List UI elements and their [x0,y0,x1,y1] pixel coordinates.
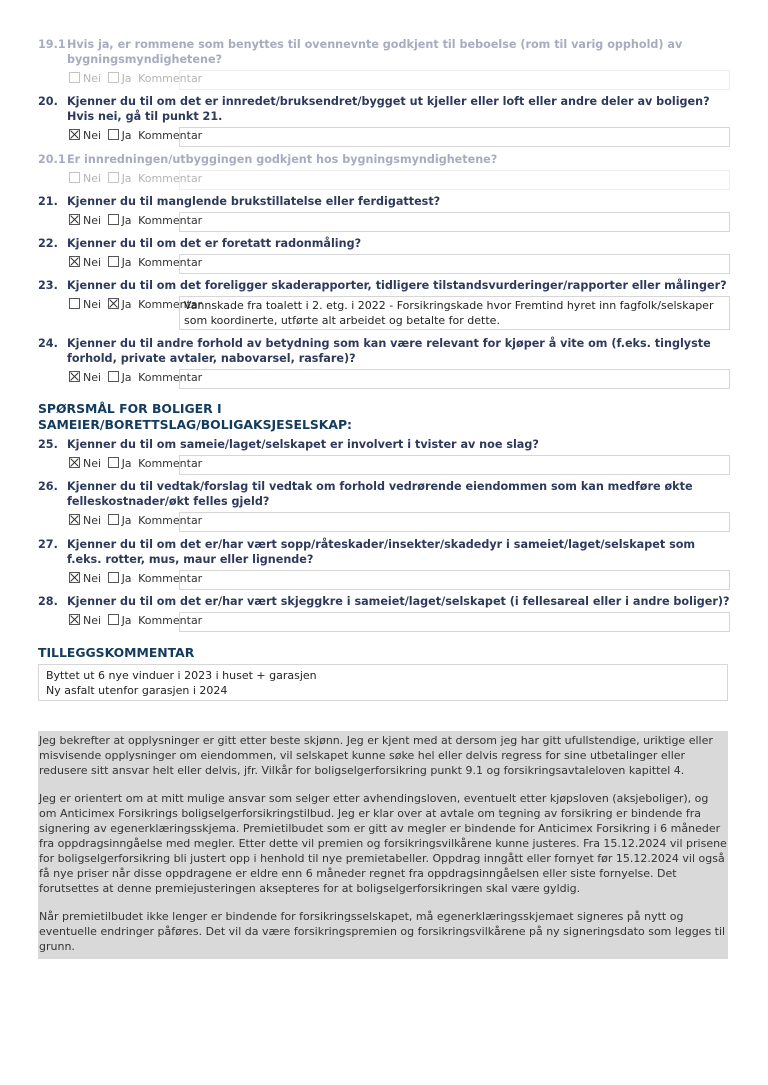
nei-label: Nei [83,572,102,585]
ja-checkbox[interactable] [108,72,119,83]
nei-checkbox[interactable] [69,572,80,583]
disclaimer-box [38,731,728,959]
nei-label: Nei [83,371,102,384]
nei-label: Nei [83,614,102,627]
kommentar-label: Kommentar [138,214,203,227]
comment-field[interactable] [179,512,730,532]
tilleggskommentar-line: Ny asfalt utenfor garasjen i 2024 [46,684,228,697]
nei-checkbox[interactable] [69,298,80,309]
nei-checkbox[interactable] [69,129,80,140]
ja-label: Ja [121,72,132,85]
nei-label: Nei [83,172,102,185]
question [38,37,730,90]
question-text: Kjenner du til vedtak/forslag til vedtak om forhold vedrørende eiendommen som kan medføre økte felleskostnader/økt felles gjeld? [67,480,693,508]
question-number: 19.1 [38,38,66,51]
question-number: 26. [38,480,58,493]
ja-checkbox[interactable] [108,298,119,309]
ja-checkbox[interactable] [108,172,119,183]
nei-label: Nei [83,514,102,527]
question-text: Hvis ja, er rommene som benyttes til ovennevnte godkjent til beboelse (rom til varig opphold) av bygningsmyndighetene? [67,38,683,66]
ja-checkbox[interactable] [108,214,119,225]
question [38,94,730,147]
question [38,194,730,232]
kommentar-label: Kommentar [138,298,203,311]
question-number: 20. [38,95,58,108]
nei-checkbox[interactable] [69,256,80,267]
tilleggskommentar-field[interactable] [38,664,728,701]
ja-label: Ja [121,514,132,527]
question-number: 28. [38,595,58,608]
nei-label: Nei [83,129,102,142]
question-number: 20.1 [38,153,66,166]
ja-label: Ja [121,614,132,627]
comment-field[interactable] [179,369,730,389]
ja-label: Ja [121,298,132,311]
comment-field[interactable] [179,212,730,232]
question-text: Kjenner du til om det er/har vært sopp/råteskader/insekter/skadedyr i sameiet/laget/selskapet som f.eks. rotter, mus, maur eller lignende? [67,538,696,566]
question-number: 25. [38,438,58,451]
question-text: Kjenner du til andre forhold av betydning som kan være relevant for kjøper å vite om (f.eks. tinglyste forhold, private avtaler, nabovarsel, rasfare)? [67,337,711,365]
comment-field[interactable] [179,612,730,632]
kommentar-label: Kommentar [138,614,203,627]
kommentar-label: Kommentar [138,371,203,384]
question-text: Er innredningen/utbyggingen godkjent hos bygningsmyndighetene? [67,153,498,166]
nei-checkbox[interactable] [69,214,80,225]
question-text: Kjenner du til om det er/har vært skjeggkre i sameiet/laget/selskapet (i fellesareal eller i andre boliger)? [67,595,730,608]
section-heading-boligselskap: SPØRSMÅL FOR BOLIGER I SAMEIER/BORETTSLAG/BOLIGAKSJESELSKAP: [38,401,353,432]
comment-field[interactable] [179,70,730,90]
disclaimer-paragraph: Når premietilbudet ikke lenger er bindende for forsikringsselskapet, må egenerklæringsskjemaet signeres på nytt og eventuelle endringer påføres. Det vil da være forsikringspremien og forsikringsvilkårene på ny signeringsdato som legges til grunn. [39,910,726,953]
kommentar-label: Kommentar [138,129,203,142]
question-number: 22. [38,237,58,250]
comment-field[interactable] [179,254,730,274]
comment-field[interactable] [179,570,730,590]
nei-checkbox[interactable] [69,514,80,525]
ja-label: Ja [121,129,132,142]
question-text: Kjenner du til om det er innredet/bruksendret/bygget ut kjeller eller loft eller andre deler av boligen? Hvis nei, gå til punkt 21. [67,95,710,123]
ja-checkbox[interactable] [108,514,119,525]
question [38,236,730,274]
ja-label: Ja [121,457,132,470]
kommentar-label: Kommentar [138,72,203,85]
kommentar-label: Kommentar [138,514,203,527]
kommentar-label: Kommentar [138,572,203,585]
nei-label: Nei [83,256,102,269]
tilleggskommentar-line: Byttet ut 6 nye vinduer i 2023 i huset + garasjen [46,669,317,682]
question-text: Kjenner du til om sameie/laget/selskapet er involvert i tvister av noe slag? [67,438,539,451]
nei-label: Nei [83,298,102,311]
kommentar-label: Kommentar [138,256,203,269]
question [38,152,730,190]
disclaimer-paragraph: Jeg er orientert om at mitt mulige ansvar som selger etter avhendingsloven, eventuelt etter kjøpsloven (aksjeboliger), og om Anticimex Forsikrings boligselgerforsikringstilbud. Jeg er klar over at avtale om tegning av forsikring er bindende fra signering av egenerklæringsskjema. Premietilbudet som er gitt av megler er bindende for Anticimex Forsikring i 6 måneder fra oppdragsinngåelse med megler. Etter dette vil premien og forsikringsvilkårene kunne justeres. Fra 15.12.2024 vil prisene for boligselgerforsikring bli justert opp i henhold til nye premietabeller. Oppdrag inngått eller fornyet før 15.12.2024 vil også få nye priser når disse oppdragene er eldre enn 6 måneder regnet fra oppdragsinngåelsen eller siste fornyelse. Det forutsettes at denne premiejusteringen aksepteres for at boligselgerforsikringen skal være gyldig. [39,792,727,895]
nei-checkbox[interactable] [69,457,80,468]
comment-field[interactable]: Vannskade fra toalett i 2. etg. i 2022 - Forsikringskade hvor Fremtind hyret inn fagfolk/selskaper som koordinerte, utførte alt arbeidet og betalte for dette. [179,296,730,330]
comment-field[interactable] [179,170,730,190]
ja-checkbox[interactable] [108,614,119,625]
nei-checkbox[interactable] [69,72,80,83]
comment-field[interactable] [179,455,730,475]
ja-label: Ja [121,256,132,269]
ja-checkbox[interactable] [108,371,119,382]
nei-checkbox[interactable] [69,371,80,382]
question-text: Kjenner du til manglende brukstillatelse eller ferdigattest? [67,195,441,208]
ja-checkbox[interactable] [108,572,119,583]
ja-label: Ja [121,371,132,384]
question-number: 21. [38,195,58,208]
question-text: Kjenner du til om det foreligger skaderapporter, tidligere tilstandsvurderinger/rapporter eller målinger? [67,279,727,292]
comment-field[interactable] [179,127,730,147]
ja-label: Ja [121,214,132,227]
question [38,278,730,330]
section-heading-tilleggskommentar: TILLEGGSKOMMENTAR [38,645,195,660]
ja-checkbox[interactable] [108,256,119,267]
question [38,594,730,632]
nei-label: Nei [83,72,102,85]
kommentar-label: Kommentar [138,457,203,470]
question [38,479,730,532]
question-text: Kjenner du til om det er foretatt radonmåling? [67,237,362,250]
ja-label: Ja [121,172,132,185]
question [38,336,730,389]
kommentar-label: Kommentar [138,172,203,185]
disclaimer-paragraph: Jeg bekrefter at opplysninger er gitt etter beste skjønn. Jeg er kjent med at dersom jeg har gitt ufullstendige, uriktige eller misvisende opplysninger om eiendommen, vil selskapet kunne søke hel eller delvis regress for sine utbetalinger eller redusere sitt ansvar helt eller delvis, jfr. Vilkår for boligselgerforsikring punkt 9.1 og forsikringsavtaleloven kapittel 4. [39,734,713,777]
nei-checkbox[interactable] [69,172,80,183]
question-number: 23. [38,279,58,292]
ja-checkbox[interactable] [108,129,119,140]
question-number: 27. [38,538,58,551]
ja-label: Ja [121,572,132,585]
nei-label: Nei [83,457,102,470]
nei-label: Nei [83,214,102,227]
question-number: 24. [38,337,58,350]
ja-checkbox[interactable] [108,457,119,468]
question [38,537,730,590]
question [38,437,730,475]
nei-checkbox[interactable] [69,614,80,625]
